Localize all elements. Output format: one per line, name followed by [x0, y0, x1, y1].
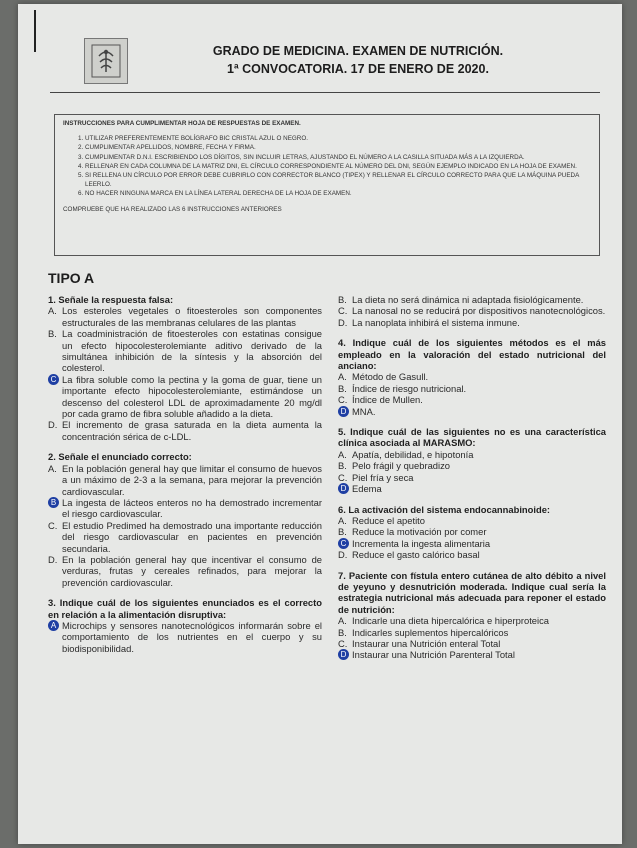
option-text: MNA. — [352, 405, 376, 417]
question-7 — [338, 570, 606, 661]
option-b[interactable] — [338, 460, 606, 471]
option-letter: B. — [338, 526, 347, 538]
exam-title — [168, 42, 548, 78]
option-letter: A. — [338, 371, 347, 383]
option-a-selected[interactable] — [48, 620, 322, 654]
option-d[interactable] — [48, 419, 322, 442]
question-title: 7. Paciente con fístula entero cutánea de alto débito a nivel de yeyuno y desnutrición moderada. Indique cual sería la estrategia nutricional más adecuada para reponer el estado de nutrición: — [338, 569, 606, 615]
option-a[interactable] — [338, 449, 606, 460]
option-text: Instaurar una Nutrición Parenteral Total — [352, 649, 515, 661]
option-c[interactable] — [338, 472, 606, 483]
option-text: Microchips y sensores nanotecnológicos informarán sobre el comportamiento de los nutrientes en el cuerpo y su biodisponibilidad. — [62, 619, 322, 654]
instructions-box — [54, 114, 600, 256]
option-text: La dieta no será dinámica ni adaptada fisiológicamente. — [352, 294, 584, 305]
option-letter: A. — [338, 448, 347, 460]
option-b[interactable] — [48, 328, 322, 374]
answer-mark-icon: C — [48, 374, 59, 385]
option-text: Índice de riesgo nutricional. — [352, 382, 467, 394]
option-text: La nanoplata inhibirá el sistema inmune. — [352, 316, 520, 328]
option-text: Apatía, debilidad, e hipotonía — [352, 448, 474, 460]
option-letter: C. — [338, 471, 348, 483]
option-text: En la población general hay que limitar el consumo de huevos a un máximo de 2-3 a la semana, para mejorar la prevención cardiovascular. — [62, 462, 322, 497]
instruction-item: 2. CUMPLIMENTAR APELLIDOS, NOMBRE, FECHA Y FIRMA. — [85, 143, 591, 152]
option-text: Reduce la motivación por comer — [352, 526, 487, 538]
instruction-item: 6. NO HACER NINGUNA MARCA EN LA LÍNEA LATERAL DERECHA DE LA HOJA DE EXAMEN. — [85, 189, 591, 198]
option-d[interactable] — [48, 554, 322, 588]
option-letter: A. — [48, 305, 57, 317]
option-letter: C. — [48, 519, 58, 531]
option-letter: B. — [338, 626, 347, 638]
option-b[interactable] — [338, 294, 606, 305]
option-d[interactable] — [338, 317, 606, 328]
instruction-item: 5. SI RELLENA UN CÍRCULO POR ERROR DEBE CUBRIRLO CON CORRECTOR BLANCO (TIPEX) Y RELLENAR EL CÍRCULO CORRECTO PARA QUE LA MÁQUINA PUEDA LEERLO. — [85, 171, 591, 189]
option-letter: C. — [338, 637, 348, 649]
option-letter: D. — [48, 553, 58, 565]
exam-type-heading: TIPO A — [48, 270, 95, 286]
title-line-1: GRADO DE MEDICINA. EXAMEN DE NUTRICIÓN. — [212, 44, 504, 58]
option-letter: B. — [48, 328, 57, 340]
question-4 — [338, 337, 606, 417]
margin-mark — [34, 10, 36, 52]
left-column — [48, 294, 322, 663]
option-text: Incrementa la ingesta alimentaria — [352, 537, 491, 549]
option-text: Reduce el gasto calórico basal — [352, 549, 480, 561]
question-title: 4. Indique cuál de los siguientes métodos es el más empleado en la valoración del estado nutricional del anciano: — [338, 337, 606, 372]
option-c-selected[interactable] — [338, 538, 606, 549]
option-a[interactable] — [48, 305, 322, 328]
option-text: El estudio Predimed ha demostrado una importante reducción del riesgo cardiovascular en pacientes en prevención secundaria. — [62, 519, 322, 554]
option-a[interactable] — [338, 515, 606, 526]
option-text: Los esteroles vegetales o fitoesteroles son componentes estructurales de las membranas celulares de las plantas — [62, 305, 322, 328]
question-2 — [48, 451, 322, 588]
option-b-selected[interactable] — [48, 497, 322, 520]
instruction-item: 4. RELLENAR EN CADA COLUMNA DE LA MATRIZ DNI, EL CÍRCULO CORRESPONDIENTE AL NÚMERO DEL DNI, SEGÚN EJEMPLO INDICADO EN LA HOJA DE EXAMEN. — [85, 162, 591, 171]
instruction-item: 3. CUMPLIMENTAR D.N.I. ESCRIBIENDO LOS DÍGITOS, SIN INCLUIR LETRAS, AJUSTANDO EL NÚMERO A LA CASILLA SITUADA MÁS A LA IZQUIERDA. — [85, 153, 591, 162]
option-text: En la población general hay que incentivar el consumo de verduras, frutas y cereales refinados, para mejorar la prevención cardiovascular. — [62, 553, 322, 588]
instructions-heading: INSTRUCCIONES PARA CUMPLIMENTAR HOJA DE RESPUESTAS DE EXAMEN. — [63, 120, 301, 127]
right-column — [338, 294, 606, 670]
option-text: El incremento de grasa saturada en la dieta aumenta la concentración sérica de c-LDL. — [62, 419, 322, 442]
option-text: Indicarle una dieta hipercalórica e hiperproteica — [352, 615, 549, 627]
option-a[interactable] — [338, 371, 606, 382]
question-3-continued — [338, 294, 606, 328]
question-title: 6. La activación del sistema endocannabinoide: — [338, 503, 551, 515]
option-c[interactable] — [338, 394, 606, 405]
option-a[interactable] — [338, 615, 606, 626]
option-text: Método de Gasull. — [352, 371, 429, 383]
option-c[interactable] — [338, 638, 606, 649]
option-letter: A. — [338, 514, 347, 526]
option-text: Indicarles suplementos hipercalóricos — [352, 626, 509, 638]
option-d[interactable] — [338, 549, 606, 560]
option-b[interactable] — [338, 526, 606, 537]
option-text: Índice de Mullen. — [352, 394, 423, 406]
option-letter: B. — [338, 382, 347, 394]
question-title: 1. Señale la respuesta falsa: — [48, 294, 174, 305]
option-letter: B. — [338, 460, 347, 472]
option-c[interactable] — [338, 305, 606, 316]
option-letter: A. — [48, 462, 57, 474]
question-title: 5. Indique cuál de las siguientes no es una característica clínica asociada al MARASMO: — [338, 426, 606, 449]
title-line-2: 1ª CONVOCATORIA. 17 DE ENERO DE 2020. — [227, 62, 489, 76]
option-text: La coadministración de fitoesteroles con estatinas consigue un efecto hipocolesterolemiante aditivo derivado de la simultánea inhibición de la síntesis y la absorción del colesterol. — [62, 328, 322, 374]
option-text: Instaurar una Nutrición enteral Total — [352, 637, 501, 649]
question-5 — [338, 426, 606, 494]
question-6 — [338, 504, 606, 561]
university-logo — [84, 38, 128, 84]
option-letter: C. — [338, 305, 348, 317]
instructions-footer: COMPRUEBE QUE HA REALIZADO LAS 6 INSTRUCCIONES ANTERIORES — [63, 205, 282, 213]
question-3 — [48, 597, 322, 654]
option-letter: D. — [338, 316, 348, 328]
option-b[interactable] — [338, 627, 606, 638]
option-text: La nanosal no se reducirá por dispositivos nanotecnológicos. — [352, 305, 606, 317]
option-text: Piel fría y seca — [352, 471, 414, 483]
option-letter: D. — [48, 419, 58, 431]
option-text: Reduce el apetito — [352, 514, 425, 526]
instruction-item: 1. UTILIZAR PREFERENTEMENTE BOLÍGRAFO BIC CRISTAL AZUL O NEGRO. — [85, 134, 591, 143]
answer-mark-icon: D — [338, 483, 349, 494]
answer-mark-icon: A — [48, 620, 59, 631]
question-1 — [48, 294, 322, 442]
option-letter: C. — [338, 394, 348, 406]
answer-mark-icon: B — [48, 497, 59, 508]
option-text: La ingesta de lácteos enteros no ha demostrado incrementar el riesgo cardiovascular. — [62, 496, 322, 520]
option-a[interactable] — [48, 463, 322, 497]
option-d-selected[interactable] — [338, 649, 606, 660]
question-title: 2. Señale el enunciado correcto: — [48, 451, 192, 463]
option-text: La fibra soluble como la pectina y la goma de guar, tiene un importante efecto hipocolesterolemiante, estimándose un descenso del colesterol LDL de aproximadamente 20 mg/dl por cada gramo de fibra soluble añadido a la dieta. — [62, 373, 322, 420]
option-text: Pelo frágil y quebradizo — [352, 460, 450, 472]
option-letter: A. — [338, 615, 347, 627]
option-b[interactable] — [338, 383, 606, 394]
option-letter: B. — [338, 294, 347, 305]
option-c-selected[interactable] — [48, 374, 322, 420]
option-d-selected[interactable] — [338, 483, 606, 494]
question-title: 3. Indique cuál de los siguientes enunciados es el correcto en relación a la alimentación disruptiva: — [48, 597, 322, 620]
instructions-list — [63, 134, 591, 198]
option-letter: D. — [338, 549, 348, 561]
answer-mark-icon: D — [338, 406, 349, 417]
option-text: Edema — [352, 483, 382, 495]
exam-sheet — [18, 4, 622, 844]
header-divider — [50, 92, 600, 93]
answer-mark-icon: D — [338, 649, 349, 660]
answer-mark-icon: C — [338, 538, 349, 549]
option-d-selected[interactable] — [338, 406, 606, 417]
option-c[interactable] — [48, 520, 322, 554]
